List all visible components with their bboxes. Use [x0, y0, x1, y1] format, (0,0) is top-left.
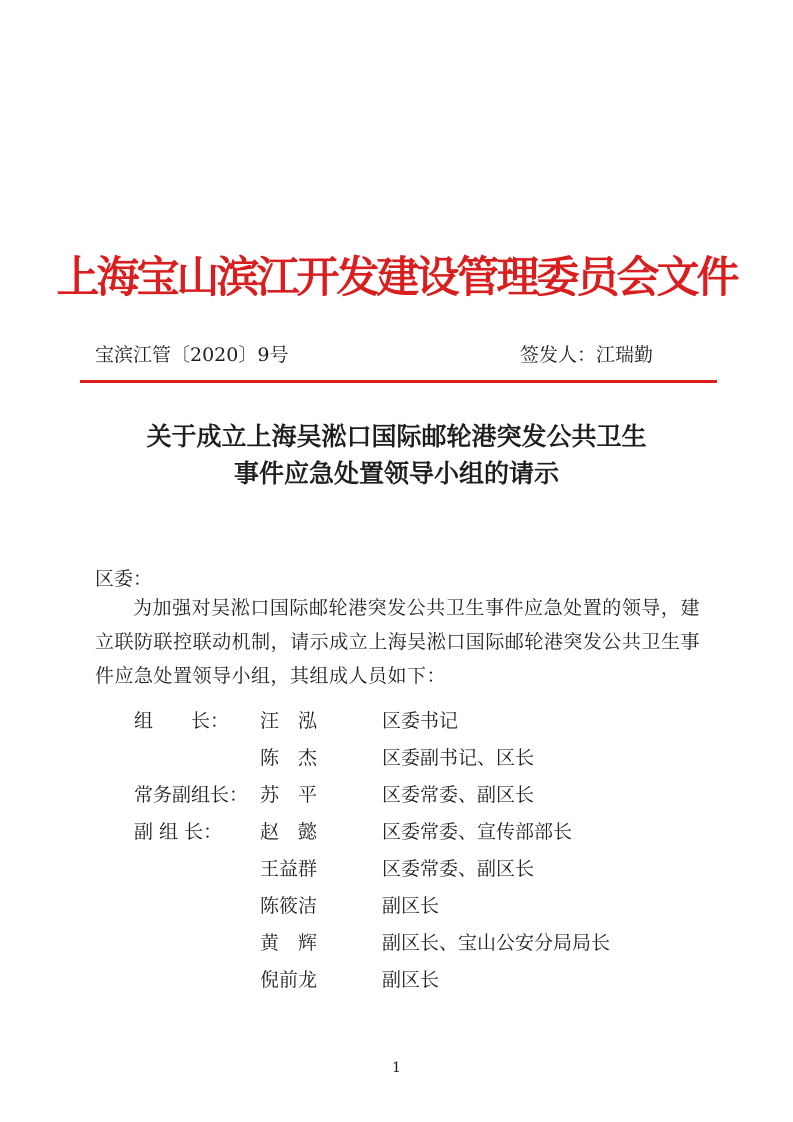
member-role: 副 组 长：: [134, 821, 223, 843]
document-number: 宝滨江管〔2020〕9号: [95, 344, 289, 366]
request-subject: [0, 418, 793, 492]
member-title: 副区长: [382, 969, 440, 991]
subject-line-2: 事件应急处置领导小组的请示: [233, 459, 559, 488]
member-name: 王益群: [260, 858, 318, 880]
member-name: 黄 辉: [260, 932, 318, 954]
body-paragraph: 为加强对吴淞口国际邮轮港突发公共卫生事件应急处置的领导，建立联防联控联动机制，请示成立上海吴淞口国际邮轮港突发公共卫生事件应急处置领导小组，其组成人员如下：: [95, 597, 700, 687]
member-role: 常务副组长：: [134, 784, 249, 806]
member-title: 副区长: [382, 895, 440, 917]
salutation: 区委：: [95, 568, 153, 590]
member-title: 副区长、宝山公安分局局长: [382, 932, 611, 954]
member-role: 组 长：: [134, 710, 230, 732]
document-header-title: 上海宝山滨江开发建设管理委员会文件: [56, 253, 737, 303]
member-row: [0, 928, 793, 965]
member-title: 区委常委、副区长: [382, 858, 535, 880]
member-name: 倪前龙: [260, 969, 318, 991]
signer: 签发人：江瑞勤: [520, 344, 654, 366]
page-number: 1: [392, 1060, 401, 1076]
member-name: 汪 泓: [260, 710, 318, 732]
subject-line-1: 关于成立上海吴淞口国际邮轮港突发公共卫生: [146, 422, 647, 451]
member-row: [0, 706, 793, 743]
member-row: [0, 780, 793, 817]
member-title: 区委副书记、区长: [382, 747, 535, 769]
member-row: [0, 891, 793, 928]
member-row: [0, 743, 793, 780]
member-title: 区委书记: [382, 710, 459, 732]
red-divider-line: [80, 380, 717, 383]
member-name: 陈筱洁: [260, 895, 318, 917]
member-title: 区委常委、副区长: [382, 784, 535, 806]
member-name: 苏 平: [260, 784, 318, 806]
member-title: 区委常委、宣传部部长: [382, 821, 573, 843]
member-row: [0, 817, 793, 854]
member-list: [0, 706, 793, 1002]
member-row: [0, 854, 793, 891]
member-name: 赵 懿: [260, 821, 318, 843]
member-row: [0, 965, 793, 1002]
member-name: 陈 杰: [260, 747, 318, 769]
